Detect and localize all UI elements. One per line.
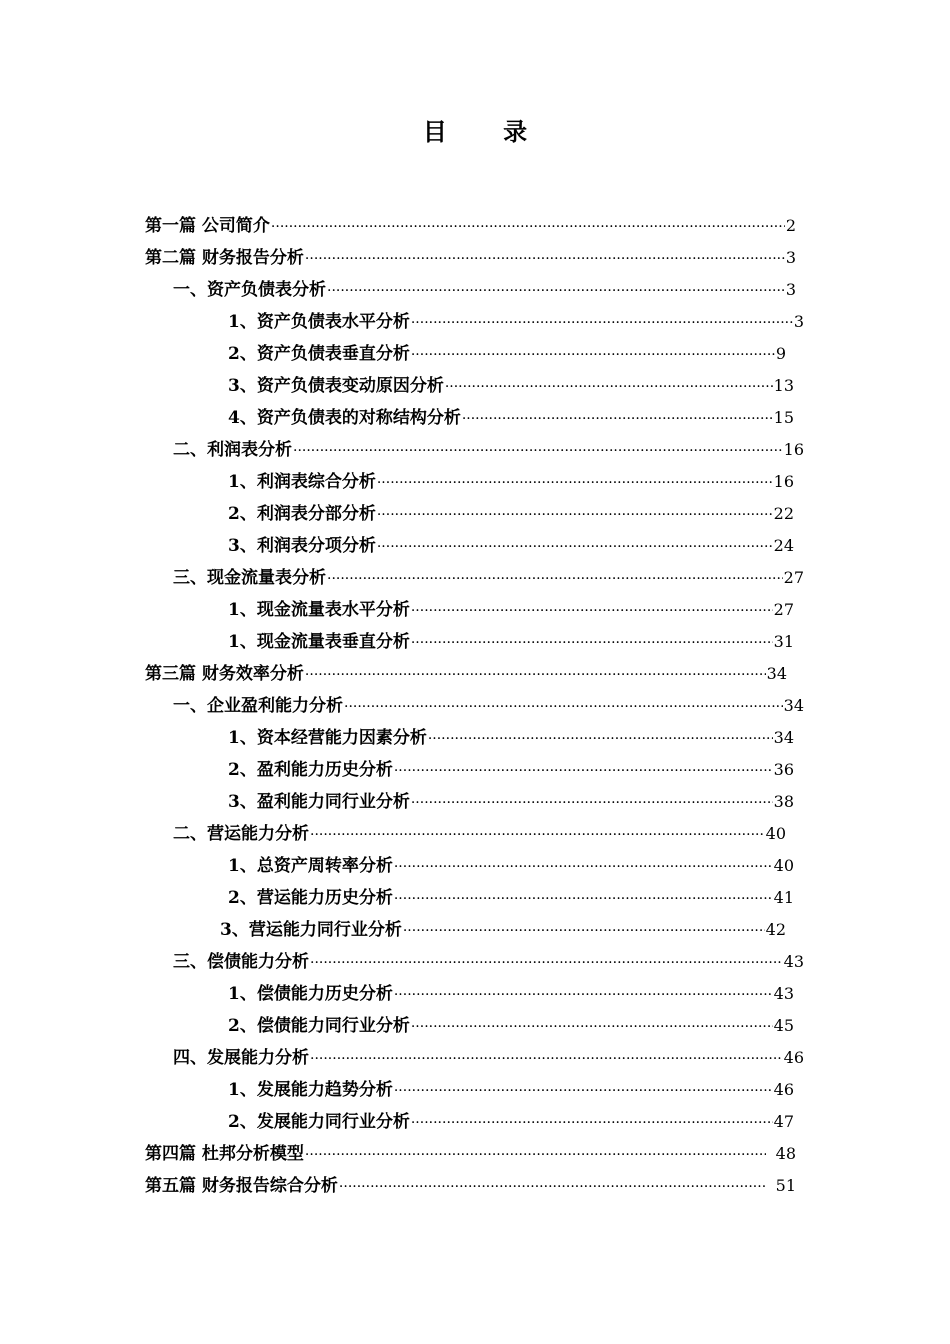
toc-entry-page: 51: [775, 1176, 796, 1195]
toc-entry-label: 3、盈利能力同行业分析: [228, 792, 410, 812]
toc-entry[interactable]: [228, 726, 794, 750]
toc-leader-dots: [271, 215, 785, 239]
toc-entry-page: 22: [773, 504, 794, 523]
toc-entry[interactable]: [228, 502, 794, 526]
toc-leader-dots: [377, 535, 773, 559]
toc-leader-dots: [411, 343, 775, 367]
toc-entry-label: 2、营运能力历史分析: [228, 888, 393, 908]
toc-entry-label: 二、营运能力分析: [173, 824, 309, 844]
toc-entry-page: 43: [783, 952, 804, 971]
toc-entry-page: 34: [783, 696, 804, 715]
toc-entry-page: 40: [765, 824, 786, 843]
toc-leader-dots: [305, 1143, 766, 1167]
toc-entry-label: 3、营运能力同行业分析: [220, 920, 402, 940]
toc-entry[interactable]: [145, 246, 796, 270]
toc-entry[interactable]: [173, 822, 786, 846]
toc-entry[interactable]: [173, 694, 804, 718]
toc-leader-dots: [310, 951, 783, 975]
toc-entry-page: 3: [785, 280, 796, 299]
toc-entry-page: 48: [775, 1144, 796, 1163]
toc-entry-label: 1、现金流量表垂直分析: [228, 632, 410, 652]
toc-entry-label: 1、资本经营能力因素分析: [228, 728, 427, 748]
toc-entry-label: 二、利润表分析: [173, 440, 292, 460]
toc-entry-label: 2、盈利能力历史分析: [228, 760, 393, 780]
toc-entry[interactable]: [228, 310, 804, 334]
toc-entry[interactable]: [173, 566, 804, 590]
toc-entry-page: 15: [773, 408, 794, 427]
toc-entry-label: 2、发展能力同行业分析: [228, 1112, 410, 1132]
toc-leader-dots: [411, 1111, 773, 1135]
toc-entry[interactable]: [228, 1110, 794, 1134]
toc-entry-label: 3、资产负债表变动原因分析: [228, 376, 444, 396]
toc-entry-page: 40: [773, 856, 794, 875]
toc-entry-page: 27: [783, 568, 804, 587]
toc-entry-page: 34: [766, 664, 787, 683]
toc-entry-label: 1、发展能力趋势分析: [228, 1080, 393, 1100]
toc-leader-dots: [394, 855, 773, 879]
toc-entry-label: 1、利润表综合分析: [228, 472, 376, 492]
toc-leader-dots: [344, 695, 783, 719]
toc-entry-label: 2、偿债能力同行业分析: [228, 1016, 410, 1036]
toc-entry-page: 3: [793, 312, 804, 331]
toc-entry[interactable]: [173, 1046, 804, 1070]
toc-entry-label: 1、总资产周转率分析: [228, 856, 393, 876]
toc-entry-page: 46: [773, 1080, 794, 1099]
toc-entry-label: 四、发展能力分析: [173, 1048, 309, 1068]
toc-entry[interactable]: [145, 1142, 796, 1166]
toc-entry[interactable]: [228, 374, 794, 398]
toc-leader-dots: [403, 919, 765, 943]
toc-entry-page: 36: [773, 760, 794, 779]
toc-entry-label: 3、利润表分项分析: [228, 536, 376, 556]
toc-entry-label: 第四篇 杜邦分析模型: [145, 1144, 304, 1164]
toc-leader-dots: [411, 1015, 773, 1039]
toc-entry[interactable]: [228, 1014, 794, 1038]
toc-leader-dots: [327, 567, 783, 591]
toc-leader-dots: [394, 1079, 773, 1103]
page-title: 目 录: [422, 117, 552, 146]
toc-entry-label: 2、资产负债表垂直分析: [228, 344, 410, 364]
toc-leader-dots: [293, 439, 783, 463]
toc-entry-label: 第五篇 财务报告综合分析: [145, 1176, 338, 1196]
toc-entry[interactable]: [145, 1174, 796, 1198]
toc-entry-label: 1、现金流量表水平分析: [228, 600, 410, 620]
toc-entry-label: 1、偿债能力历史分析: [228, 984, 393, 1004]
toc-entry-page: 24: [773, 536, 794, 555]
toc-entry[interactable]: [173, 950, 804, 974]
toc-entry[interactable]: [228, 854, 794, 878]
toc-leader-dots: [327, 279, 785, 303]
toc-entry[interactable]: [228, 982, 794, 1006]
toc-entry[interactable]: [228, 758, 794, 782]
toc-entry[interactable]: [173, 438, 804, 462]
toc-entry[interactable]: [228, 534, 794, 558]
toc-entry-page: 38: [773, 792, 794, 811]
toc-leader-dots: [394, 759, 773, 783]
toc-entry-page: 2: [785, 216, 796, 235]
toc-entry-page: 16: [773, 472, 794, 491]
toc-entry-page: 31: [773, 632, 794, 651]
toc-entry[interactable]: [173, 278, 796, 302]
toc-entry-label: 三、偿债能力分析: [173, 952, 309, 972]
toc-entry-page: 27: [773, 600, 794, 619]
toc-entry[interactable]: [228, 1078, 794, 1102]
toc-leader-dots: [377, 503, 773, 527]
toc-entry-label: 三、现金流量表分析: [173, 568, 326, 588]
toc-leader-dots: [462, 407, 773, 431]
toc-entry-page: 45: [773, 1016, 794, 1035]
toc-entry-page: 3: [785, 248, 796, 267]
toc-leader-dots: [411, 311, 793, 335]
toc-entry[interactable]: [228, 406, 794, 430]
toc-entry[interactable]: [220, 918, 786, 942]
toc-leader-dots: [394, 983, 773, 1007]
toc-leader-dots: [394, 887, 773, 911]
toc-leader-dots: [305, 663, 766, 687]
toc-leader-dots: [428, 727, 773, 751]
toc-entry[interactable]: [228, 886, 794, 910]
toc-entry-page: 13: [773, 376, 794, 395]
toc-entry-label: 4、资产负债表的对称结构分析: [228, 408, 461, 428]
toc-entry-page: 46: [783, 1048, 804, 1067]
toc-leader-dots: [411, 791, 773, 815]
toc-entry[interactable]: [228, 470, 794, 494]
toc-entry-page: 43: [773, 984, 794, 1003]
toc-entry-label: 第一篇 公司简介: [145, 216, 270, 236]
toc-entry-page: 47: [773, 1112, 794, 1131]
toc-leader-dots: [310, 823, 765, 847]
toc-entry-page: 9: [775, 344, 786, 363]
toc-entry-page: 41: [773, 888, 794, 907]
toc-entry[interactable]: [145, 214, 796, 238]
toc-entry-label: 一、企业盈利能力分析: [173, 696, 343, 716]
toc-entry[interactable]: [145, 662, 787, 686]
toc-leader-dots: [339, 1175, 766, 1199]
toc-entry-label: 第二篇 财务报告分析: [145, 248, 304, 268]
toc-leader-dots: [305, 247, 785, 271]
toc-leader-dots: [377, 471, 773, 495]
toc-entry[interactable]: [228, 790, 794, 814]
toc-leader-dots: [310, 1047, 783, 1071]
toc-leader-dots: [411, 631, 773, 655]
toc-entry-label: 2、利润表分部分析: [228, 504, 376, 524]
toc-entry[interactable]: [228, 598, 794, 622]
toc-entry-label: 一、资产负债表分析: [173, 280, 326, 300]
toc-entry-label: 第三篇 财务效率分析: [145, 664, 304, 684]
toc-leader-dots: [411, 599, 773, 623]
toc-entry-page: 34: [773, 728, 794, 747]
toc-entry-page: 42: [765, 920, 786, 939]
toc-entry[interactable]: [228, 342, 786, 366]
toc-entry[interactable]: [228, 630, 794, 654]
toc-entry-page: 16: [783, 440, 804, 459]
toc-leader-dots: [445, 375, 773, 399]
toc-entry-label: 1、资产负债表水平分析: [228, 312, 410, 332]
